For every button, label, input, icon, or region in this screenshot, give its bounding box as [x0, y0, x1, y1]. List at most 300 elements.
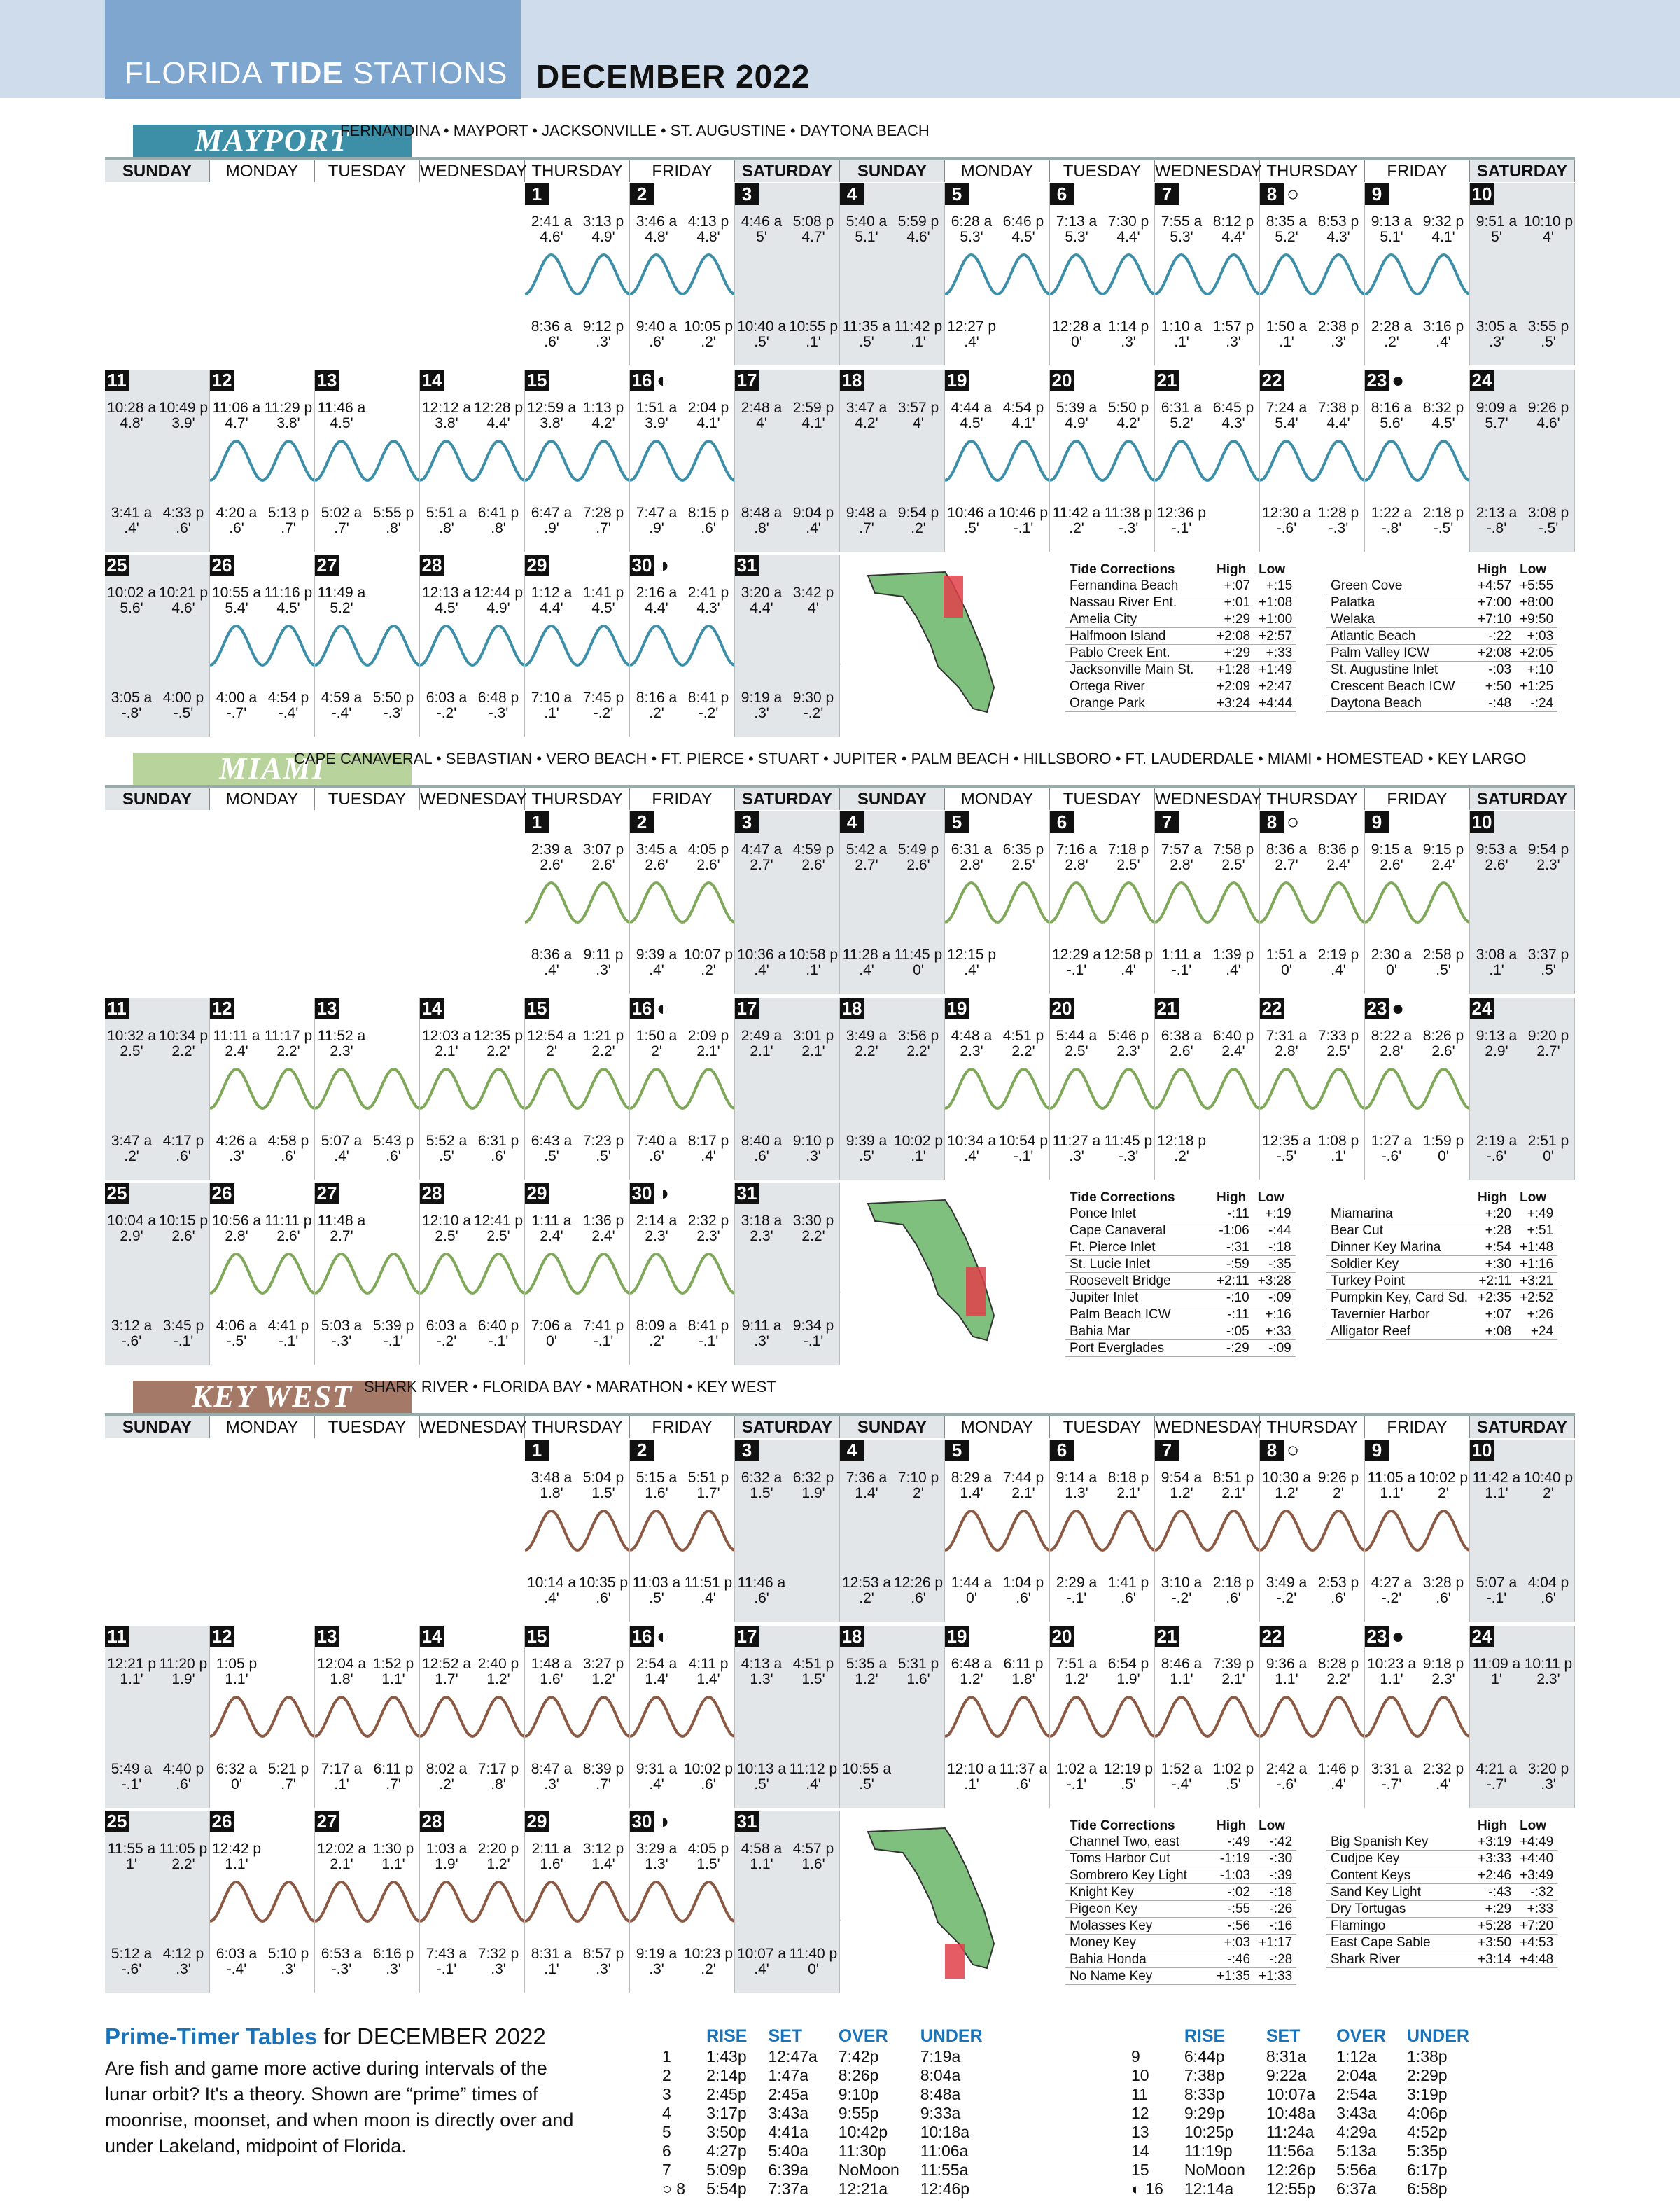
weekday-label: MONDAY — [210, 160, 315, 182]
day-cell — [525, 555, 630, 737]
high-tide — [211, 1213, 262, 1244]
day-cell — [1050, 1440, 1155, 1622]
low-tide — [526, 319, 577, 350]
high-tide — [263, 585, 314, 616]
high-tide — [158, 585, 209, 616]
high-height: 5' — [756, 229, 767, 245]
day-number: 17 — [735, 370, 759, 391]
low-tide — [946, 947, 997, 978]
high-tide — [788, 400, 839, 431]
high-tide — [788, 1657, 839, 1687]
moon-phase-icon: ◑ — [657, 1182, 670, 1205]
day-number: 13 — [315, 1626, 339, 1647]
low-tide — [1051, 506, 1102, 536]
low-tide — [631, 1762, 682, 1792]
high-time: 2:54 a — [636, 1656, 678, 1672]
low-time: 12:58 p — [1103, 947, 1154, 963]
day-cell — [840, 1626, 945, 1808]
high-tide — [736, 400, 787, 431]
low-time: 11:40 p — [789, 1946, 838, 1962]
high-time: 4:44 a — [951, 400, 993, 416]
low-height: -.5' — [1276, 1148, 1297, 1164]
low-height: .2' — [124, 1148, 139, 1164]
high-tide — [473, 1213, 524, 1244]
low-height: -.7' — [1381, 1776, 1402, 1792]
low-tide — [736, 1762, 787, 1792]
low-tide — [1051, 1762, 1102, 1792]
day-cell — [210, 555, 315, 737]
day-number: 14 — [420, 370, 444, 391]
low-time: 10:36 a — [736, 947, 787, 963]
low-tide — [631, 1318, 682, 1349]
day-number: 3 — [735, 183, 759, 205]
low-time: 10:58 p — [788, 947, 839, 963]
low-tide — [1523, 1575, 1574, 1606]
day-cell — [105, 555, 210, 737]
day-number: 9 — [1365, 1440, 1389, 1461]
low-time: 8:16 a — [636, 690, 678, 706]
high-height: 2.3' — [1536, 857, 1560, 873]
low-height: -.1' — [698, 1333, 719, 1349]
high-height: 1.1' — [382, 1671, 405, 1687]
low-height: .7' — [281, 520, 296, 536]
high-height: 1.1' — [225, 1671, 248, 1687]
day-cell — [1365, 183, 1470, 365]
day-number: 8 — [1260, 1440, 1284, 1461]
moon-phase-icon: ● — [1392, 997, 1405, 1020]
low-tide — [631, 319, 682, 350]
correction-row: Cudjoe Key +3:33 +4:40 — [1326, 1851, 1558, 1867]
high-height: 4.5' — [276, 600, 300, 616]
low-height: .3' — [806, 1148, 821, 1164]
low-tide — [1261, 1575, 1312, 1606]
low-tide — [1418, 947, 1469, 978]
low-tide — [1156, 947, 1207, 978]
low-tide — [631, 506, 682, 536]
low-tide — [683, 690, 734, 721]
high-height: 4.3' — [1326, 229, 1350, 245]
low-height: -.1' — [121, 1776, 142, 1792]
high-time: 1:05 p — [216, 1656, 258, 1672]
high-time: 5:39 a — [1056, 400, 1098, 416]
day-cell — [840, 183, 945, 365]
week-row — [105, 1183, 1575, 1365]
high-time: 7:57 a — [1161, 842, 1203, 858]
high-time: 9:20 p — [1527, 1028, 1569, 1044]
low-height: .1' — [1174, 334, 1189, 350]
high-time: 10:02 a — [106, 585, 157, 601]
high-time: 3:46 a — [636, 214, 678, 230]
day-number: 25 — [105, 1183, 129, 1204]
day-number: 4 — [840, 183, 864, 205]
day-number: 25 — [105, 1811, 129, 1832]
high-tide — [1418, 842, 1469, 873]
low-tide — [1471, 1575, 1522, 1606]
high-tide — [736, 214, 787, 245]
low-height: .4' — [1331, 962, 1346, 978]
low-time: 5:49 a — [111, 1761, 153, 1777]
low-time: 9:48 a — [846, 505, 888, 521]
low-height: -.1' — [488, 1333, 509, 1349]
low-time: 12:28 a — [1051, 319, 1102, 335]
high-tide — [788, 1841, 839, 1872]
low-height: -.8' — [1381, 520, 1402, 536]
high-tide — [211, 1657, 262, 1687]
high-height: 4.9' — [486, 600, 510, 616]
high-height: 2.6' — [1432, 1043, 1455, 1059]
high-time: 10:10 p — [1523, 214, 1574, 230]
high-height: 2.1' — [696, 1043, 720, 1059]
high-tide — [1051, 214, 1102, 245]
low-time: 3:05 a — [111, 690, 153, 706]
correction-row: Channel Two, east -:49 -:42 — [1065, 1834, 1296, 1851]
day-cell — [630, 1626, 735, 1808]
high-height: 1.5' — [696, 1856, 720, 1872]
low-tide — [998, 1134, 1049, 1164]
day-number: 30 — [630, 1811, 654, 1832]
low-time: 1:02 p — [1212, 1761, 1254, 1777]
low-height: .2' — [1174, 1148, 1189, 1164]
high-tide — [368, 1657, 419, 1687]
high-height: 2.9' — [1485, 1043, 1508, 1059]
high-time: 6:45 p — [1212, 400, 1254, 416]
low-height: .2' — [701, 334, 716, 350]
low-height: .4' — [1436, 1776, 1451, 1792]
low-tide — [211, 506, 262, 536]
low-time: 4:06 a — [216, 1318, 258, 1334]
high-tide — [316, 1841, 367, 1872]
low-height: .8' — [386, 520, 401, 536]
high-height: 2.2' — [802, 1228, 825, 1244]
high-tide — [631, 842, 682, 873]
high-tide — [158, 1029, 209, 1059]
low-time: 2:30 a — [1371, 947, 1413, 963]
low-time: 2:58 p — [1422, 947, 1464, 963]
low-height: .7' — [386, 1776, 401, 1792]
day-cell — [1470, 183, 1575, 365]
high-height: 2.4' — [1326, 857, 1350, 873]
high-time: 7:13 a — [1056, 214, 1098, 230]
low-time: 5:12 a — [111, 1946, 153, 1962]
high-time: 7:10 p — [897, 1470, 939, 1486]
high-height: 1.1' — [1380, 1485, 1404, 1501]
low-tide — [1156, 1575, 1207, 1606]
day-number: 14 — [420, 998, 444, 1019]
low-time: 1:51 a — [1266, 947, 1308, 963]
day-cell — [315, 1183, 420, 1365]
month-title: DECEMBER 2022 — [536, 58, 811, 95]
low-height: .6' — [281, 1148, 296, 1164]
high-time: 3:49 a — [846, 1028, 888, 1044]
prime-row: 13 10:25p 11:24a 4:29a 4:52p — [1131, 2123, 1448, 2141]
day-number: 8 — [1260, 811, 1284, 833]
low-tide — [421, 690, 472, 721]
moon-phase-icon: ◐ — [657, 1625, 670, 1648]
high-tide — [578, 1657, 629, 1687]
day-cell — [210, 1811, 315, 1993]
day-number: 16 — [630, 998, 654, 1019]
high-tide — [1261, 1029, 1312, 1059]
correction-row: Alligator Reef +:08 +24 — [1326, 1323, 1558, 1340]
day-number: 10 — [1470, 811, 1494, 833]
low-height: .3' — [649, 1961, 664, 1977]
high-height: 1.8' — [540, 1485, 564, 1501]
day-cell — [210, 1183, 315, 1365]
low-tide — [1366, 506, 1417, 536]
low-height: .4' — [964, 962, 979, 978]
day-cell — [105, 1183, 210, 1365]
high-height: 4.8' — [120, 415, 144, 431]
day-number: 30 — [630, 555, 654, 576]
low-height: .3' — [596, 962, 611, 978]
low-tide — [841, 319, 892, 350]
high-tide — [421, 585, 472, 616]
low-time: 5:52 a — [426, 1133, 468, 1149]
low-time: 2:13 a — [1476, 505, 1518, 521]
low-time: 1:04 p — [1002, 1575, 1044, 1591]
low-tide — [631, 1134, 682, 1164]
low-tide — [316, 1134, 367, 1164]
high-height: 2.6' — [540, 857, 564, 873]
high-height: 5.4' — [1275, 415, 1298, 431]
high-tide — [421, 1213, 472, 1244]
high-height: 5.1' — [855, 229, 878, 245]
correction-row: Nassau River Ent. +:01 +1:08 — [1065, 594, 1296, 611]
low-time: 4:04 p — [1527, 1575, 1569, 1591]
low-height: .4' — [1331, 1776, 1346, 1792]
low-time: 4:12 p — [162, 1946, 204, 1962]
low-height: .6' — [1016, 1776, 1031, 1792]
weekday-label: FRIDAY — [1365, 1416, 1470, 1438]
low-height: .3' — [596, 334, 611, 350]
low-height: .5' — [1541, 334, 1556, 350]
high-tide — [1156, 214, 1207, 245]
day-cell — [525, 370, 630, 552]
high-tide — [1523, 214, 1574, 245]
low-time: 10:05 p — [683, 319, 734, 335]
low-tide — [736, 1575, 787, 1606]
high-time: 5:50 p — [1107, 400, 1149, 416]
low-time: 6:03 a — [426, 1318, 468, 1334]
high-height: 2.6' — [696, 857, 720, 873]
high-tide — [526, 214, 577, 245]
low-height: -.1' — [436, 1961, 457, 1977]
high-tide — [736, 1470, 787, 1501]
low-tide — [421, 1318, 472, 1349]
low-height: .4' — [964, 1148, 979, 1164]
low-tide — [421, 506, 472, 536]
low-height: .4' — [701, 1590, 716, 1606]
station-badge: MIAMI — [133, 753, 412, 785]
low-height: .1' — [911, 334, 926, 350]
high-tide — [1471, 400, 1522, 431]
low-height: -.1' — [1013, 520, 1034, 536]
correction-row: Welaka +7:10 +9:50 — [1326, 611, 1558, 628]
low-time: 1:22 a — [1371, 505, 1413, 521]
high-time: 12:21 p — [106, 1656, 157, 1672]
low-height: .6' — [176, 1776, 191, 1792]
low-height: .6' — [1541, 1590, 1556, 1606]
high-height: 1.2' — [1170, 1485, 1194, 1501]
high-height: 3.8' — [435, 415, 458, 431]
high-time: 5:04 p — [582, 1470, 624, 1486]
day-cell — [1470, 998, 1575, 1180]
high-time: 12:35 p — [473, 1028, 524, 1044]
day-number: 1 — [525, 183, 549, 205]
high-height: 2.3' — [1116, 1043, 1140, 1059]
low-height: -.4' — [226, 1961, 247, 1977]
low-time: 7:47 a — [636, 505, 678, 521]
low-height: .6' — [701, 520, 716, 536]
low-height: -.6' — [1381, 1148, 1402, 1164]
low-time: 10:02 p — [683, 1761, 734, 1777]
high-time: 7:16 a — [1056, 842, 1098, 858]
high-height: 1.7' — [696, 1485, 720, 1501]
high-height: 2.6' — [1485, 857, 1508, 873]
high-time: 4:48 a — [951, 1028, 993, 1044]
high-time: 10:55 a — [211, 585, 262, 601]
day-number: 15 — [525, 998, 549, 1019]
high-time: 10:40 p — [1523, 1470, 1574, 1486]
high-height: 1.1' — [1485, 1485, 1508, 1501]
high-time: 10:32 a — [106, 1028, 157, 1044]
high-tide — [1208, 214, 1259, 245]
high-tide — [1103, 842, 1154, 873]
low-height: .1' — [1489, 962, 1504, 978]
low-tide — [421, 1134, 472, 1164]
low-time: 10:46 a — [946, 505, 997, 521]
high-tide — [1051, 842, 1102, 873]
low-tide — [526, 1134, 577, 1164]
low-time: 5:02 a — [321, 505, 363, 521]
low-time: 11:27 a — [1052, 1133, 1101, 1149]
high-height: 2.4' — [1432, 857, 1455, 873]
low-tide — [211, 690, 262, 721]
day-number: 3 — [735, 1440, 759, 1461]
high-height: 4.6' — [1536, 415, 1560, 431]
high-tide — [788, 585, 839, 616]
low-height: .6' — [1226, 1590, 1241, 1606]
high-height: 2.5' — [1222, 857, 1245, 873]
high-tide — [1051, 400, 1102, 431]
low-height: .5' — [859, 1148, 874, 1164]
high-tide — [1471, 1029, 1522, 1059]
day-number: 2 — [630, 811, 654, 833]
low-height: -.3' — [331, 1333, 352, 1349]
day-number: 29 — [525, 555, 549, 576]
low-tide — [631, 947, 682, 978]
day-number: 19 — [945, 998, 969, 1019]
low-tide — [526, 1575, 577, 1606]
high-tide — [893, 400, 944, 431]
low-tide — [1156, 319, 1207, 350]
high-tide — [473, 1841, 524, 1872]
low-time: 6:03 a — [426, 690, 468, 706]
low-height: .4' — [754, 1961, 769, 1977]
high-tide — [106, 1213, 157, 1244]
high-tide — [631, 1657, 682, 1687]
low-time: 8:17 p — [687, 1133, 729, 1149]
high-time: 11:29 p — [264, 400, 313, 416]
low-tide — [1523, 947, 1574, 978]
day-cell — [735, 811, 840, 994]
high-tide — [998, 1657, 1049, 1687]
high-tide — [106, 1657, 157, 1687]
high-height: 2.6' — [1170, 1043, 1194, 1059]
high-time: 7:30 p — [1107, 214, 1149, 230]
low-time: 4:00 p — [162, 690, 204, 706]
station-towns: SHARK RIVER • FLORIDA BAY • MARATHON • KEY WEST — [364, 1378, 776, 1395]
high-time: 5:42 a — [846, 842, 888, 858]
high-time: 2:39 a — [531, 842, 573, 858]
high-height: 2.6' — [592, 857, 615, 873]
low-time: 11:38 p — [1104, 505, 1153, 521]
low-height: .6' — [649, 1148, 664, 1164]
low-time: 11:46 a — [737, 1575, 786, 1591]
low-tide — [631, 1946, 682, 1977]
low-time: 9:31 a — [636, 1761, 678, 1777]
high-tide — [1471, 1470, 1522, 1501]
high-height: 2.6' — [802, 857, 825, 873]
low-tide — [788, 690, 839, 721]
high-time: 7:51 a — [1056, 1656, 1098, 1672]
low-tide — [106, 1134, 157, 1164]
low-time: 1:46 p — [1317, 1761, 1359, 1777]
high-tide — [841, 842, 892, 873]
low-tide — [158, 506, 209, 536]
high-time: 2:32 p — [687, 1213, 729, 1229]
low-time: 2:29 a — [1056, 1575, 1098, 1591]
high-height: 1.1' — [750, 1856, 774, 1872]
high-tide — [946, 400, 997, 431]
day-number: 9 — [1365, 183, 1389, 205]
low-time: 7:32 p — [477, 1946, 519, 1962]
high-height: 2.9' — [120, 1228, 144, 1244]
low-height: -.6' — [1486, 1148, 1507, 1164]
low-tide — [1523, 506, 1574, 536]
low-height: .6' — [754, 1148, 769, 1164]
low-time: 8:39 p — [582, 1761, 624, 1777]
prime-row: 14 11:19p 11:56a 5:13a 5:35p — [1131, 2142, 1448, 2160]
correction-row: Big Spanish Key +3:19 +4:49 — [1326, 1834, 1558, 1851]
high-tide — [316, 1029, 367, 1059]
low-tide — [946, 319, 997, 350]
day-number: 24 — [1470, 998, 1494, 1019]
high-time: 8:36 a — [1266, 842, 1308, 858]
high-height: 4.6' — [540, 229, 564, 245]
high-tide — [998, 1470, 1049, 1501]
high-tide — [788, 842, 839, 873]
low-tide — [316, 506, 367, 536]
high-height: 4.7' — [225, 415, 248, 431]
low-tide — [578, 1762, 629, 1792]
prime-table-right: RISE SET OVER UNDER 9 6:44p 8:31a 1:12a 1:38p 10 7:38p 9:22a 2:04a 2:29p 11 8:33p 10:07a 2:54a 3:19p 12 9:29p 10:48a 3:43a 4:06p 13 10:25p 11:24a 4:29a 4:52p 14 11:19p 11:56a 5:13a 5:35p 15 NoMoon 12:26p 5:56a 6:17p ◐ 16 12:14a 12:55p 6:37a 6:58p — [1120, 2025, 1480, 2199]
low-height: .3' — [491, 1961, 506, 1977]
correction-row: Miamarina +:20 +:49 — [1326, 1206, 1558, 1222]
high-height: 1.2' — [592, 1671, 615, 1687]
low-time: 11:03 a — [632, 1575, 681, 1591]
high-height: 2.4' — [592, 1228, 615, 1244]
high-height: 1.5' — [592, 1485, 615, 1501]
high-height: 1.3' — [645, 1856, 668, 1872]
low-tide — [316, 690, 367, 721]
low-height: .1' — [334, 1776, 349, 1792]
day-cell — [105, 998, 210, 1180]
day-number: 20 — [1050, 998, 1074, 1019]
low-tide — [473, 690, 524, 721]
high-height: 1.6' — [906, 1671, 930, 1687]
high-time: 7:38 p — [1317, 400, 1359, 416]
